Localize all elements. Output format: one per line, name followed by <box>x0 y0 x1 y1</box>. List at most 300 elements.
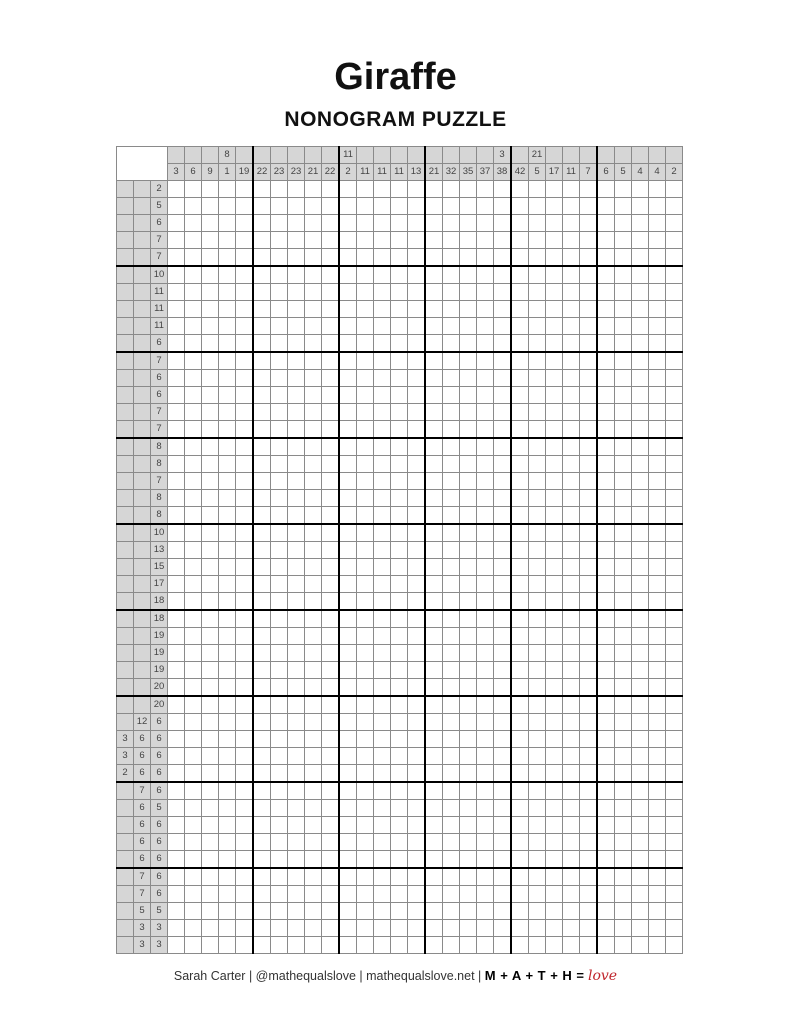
grid-cell[interactable] <box>477 765 494 783</box>
grid-cell[interactable] <box>305 284 322 301</box>
grid-cell[interactable] <box>305 679 322 697</box>
grid-cell[interactable] <box>219 387 236 404</box>
grid-cell[interactable] <box>546 542 563 559</box>
grid-cell[interactable] <box>322 886 340 903</box>
grid-cell[interactable] <box>511 249 529 267</box>
grid-cell[interactable] <box>322 593 340 611</box>
grid-cell[interactable] <box>236 266 254 284</box>
grid-cell[interactable] <box>563 800 580 817</box>
grid-cell[interactable] <box>408 834 426 851</box>
grid-cell[interactable] <box>408 370 426 387</box>
grid-cell[interactable] <box>391 679 408 697</box>
grid-cell[interactable] <box>460 731 477 748</box>
grid-cell[interactable] <box>408 851 426 869</box>
grid-cell[interactable] <box>168 404 185 421</box>
grid-cell[interactable] <box>391 559 408 576</box>
grid-cell[interactable] <box>374 232 391 249</box>
grid-cell[interactable] <box>649 456 666 473</box>
grid-cell[interactable] <box>580 576 598 593</box>
grid-cell[interactable] <box>580 215 598 232</box>
grid-cell[interactable] <box>202 181 219 198</box>
grid-cell[interactable] <box>477 610 494 628</box>
grid-cell[interactable] <box>443 679 460 697</box>
grid-cell[interactable] <box>322 765 340 783</box>
grid-cell[interactable] <box>563 851 580 869</box>
grid-cell[interactable] <box>494 662 512 679</box>
grid-cell[interactable] <box>271 920 288 937</box>
grid-cell[interactable] <box>649 387 666 404</box>
grid-cell[interactable] <box>649 696 666 714</box>
grid-cell[interactable] <box>580 404 598 421</box>
grid-cell[interactable] <box>202 524 219 542</box>
grid-cell[interactable] <box>357 473 374 490</box>
grid-cell[interactable] <box>632 800 649 817</box>
grid-cell[interactable] <box>288 181 305 198</box>
grid-cell[interactable] <box>615 765 632 783</box>
grid-cell[interactable] <box>477 731 494 748</box>
grid-cell[interactable] <box>443 782 460 800</box>
grid-cell[interactable] <box>219 438 236 456</box>
grid-cell[interactable] <box>597 610 615 628</box>
grid-cell[interactable] <box>219 576 236 593</box>
grid-cell[interactable] <box>529 593 546 611</box>
grid-cell[interactable] <box>443 593 460 611</box>
grid-cell[interactable] <box>529 886 546 903</box>
grid-cell[interactable] <box>305 834 322 851</box>
grid-cell[interactable] <box>649 920 666 937</box>
grid-cell[interactable] <box>408 731 426 748</box>
grid-cell[interactable] <box>322 834 340 851</box>
grid-cell[interactable] <box>615 559 632 576</box>
grid-cell[interactable] <box>219 696 236 714</box>
grid-cell[interactable] <box>357 886 374 903</box>
grid-cell[interactable] <box>632 404 649 421</box>
grid-cell[interactable] <box>357 387 374 404</box>
grid-cell[interactable] <box>408 610 426 628</box>
grid-cell[interactable] <box>288 559 305 576</box>
grid-cell[interactable] <box>425 748 443 765</box>
grid-cell[interactable] <box>546 266 563 284</box>
grid-cell[interactable] <box>511 421 529 439</box>
grid-cell[interactable] <box>546 748 563 765</box>
grid-cell[interactable] <box>168 542 185 559</box>
grid-cell[interactable] <box>649 576 666 593</box>
grid-cell[interactable] <box>563 679 580 697</box>
grid-cell[interactable] <box>511 387 529 404</box>
grid-cell[interactable] <box>580 352 598 370</box>
grid-cell[interactable] <box>546 335 563 353</box>
grid-cell[interactable] <box>580 524 598 542</box>
grid-cell[interactable] <box>391 352 408 370</box>
grid-cell[interactable] <box>477 886 494 903</box>
grid-cell[interactable] <box>271 507 288 525</box>
grid-cell[interactable] <box>597 714 615 731</box>
grid-cell[interactable] <box>529 507 546 525</box>
grid-cell[interactable] <box>649 834 666 851</box>
grid-cell[interactable] <box>322 696 340 714</box>
grid-cell[interactable] <box>649 490 666 507</box>
grid-cell[interactable] <box>391 421 408 439</box>
grid-cell[interactable] <box>253 404 271 421</box>
grid-cell[interactable] <box>615 920 632 937</box>
grid-cell[interactable] <box>168 679 185 697</box>
grid-cell[interactable] <box>305 438 322 456</box>
grid-cell[interactable] <box>615 198 632 215</box>
grid-cell[interactable] <box>185 886 202 903</box>
grid-cell[interactable] <box>322 524 340 542</box>
grid-cell[interactable] <box>253 284 271 301</box>
grid-cell[interactable] <box>494 181 512 198</box>
grid-cell[interactable] <box>219 868 236 886</box>
grid-cell[interactable] <box>236 198 254 215</box>
grid-cell[interactable] <box>253 301 271 318</box>
grid-cell[interactable] <box>219 232 236 249</box>
grid-cell[interactable] <box>288 800 305 817</box>
grid-cell[interactable] <box>460 370 477 387</box>
grid-cell[interactable] <box>546 645 563 662</box>
grid-cell[interactable] <box>546 232 563 249</box>
grid-cell[interactable] <box>305 266 322 284</box>
grid-cell[interactable] <box>408 696 426 714</box>
grid-cell[interactable] <box>374 834 391 851</box>
grid-cell[interactable] <box>391 920 408 937</box>
grid-cell[interactable] <box>666 421 683 439</box>
grid-cell[interactable] <box>649 903 666 920</box>
grid-cell[interactable] <box>374 542 391 559</box>
grid-cell[interactable] <box>305 542 322 559</box>
grid-cell[interactable] <box>546 318 563 335</box>
grid-cell[interactable] <box>425 593 443 611</box>
grid-cell[interactable] <box>236 301 254 318</box>
grid-cell[interactable] <box>305 782 322 800</box>
grid-cell[interactable] <box>185 198 202 215</box>
grid-cell[interactable] <box>580 696 598 714</box>
grid-cell[interactable] <box>339 507 357 525</box>
grid-cell[interactable] <box>529 318 546 335</box>
grid-cell[interactable] <box>168 714 185 731</box>
grid-cell[interactable] <box>339 438 357 456</box>
grid-cell[interactable] <box>649 421 666 439</box>
grid-cell[interactable] <box>408 593 426 611</box>
grid-cell[interactable] <box>168 593 185 611</box>
grid-cell[interactable] <box>271 886 288 903</box>
grid-cell[interactable] <box>425 903 443 920</box>
grid-cell[interactable] <box>408 301 426 318</box>
grid-cell[interactable] <box>253 387 271 404</box>
grid-cell[interactable] <box>185 232 202 249</box>
grid-cell[interactable] <box>322 438 340 456</box>
grid-cell[interactable] <box>253 679 271 697</box>
grid-cell[interactable] <box>271 868 288 886</box>
grid-cell[interactable] <box>511 507 529 525</box>
grid-cell[interactable] <box>649 507 666 525</box>
grid-cell[interactable] <box>357 318 374 335</box>
grid-cell[interactable] <box>185 696 202 714</box>
grid-cell[interactable] <box>202 301 219 318</box>
grid-cell[interactable] <box>374 731 391 748</box>
grid-cell[interactable] <box>339 542 357 559</box>
grid-cell[interactable] <box>443 490 460 507</box>
grid-cell[interactable] <box>305 473 322 490</box>
grid-cell[interactable] <box>632 937 649 954</box>
grid-cell[interactable] <box>649 765 666 783</box>
grid-cell[interactable] <box>374 335 391 353</box>
grid-cell[interactable] <box>391 507 408 525</box>
grid-cell[interactable] <box>391 714 408 731</box>
grid-cell[interactable] <box>202 782 219 800</box>
grid-cell[interactable] <box>339 851 357 869</box>
grid-cell[interactable] <box>511 679 529 697</box>
grid-cell[interactable] <box>253 765 271 783</box>
grid-cell[interactable] <box>168 249 185 267</box>
grid-cell[interactable] <box>288 524 305 542</box>
grid-cell[interactable] <box>185 817 202 834</box>
grid-cell[interactable] <box>185 542 202 559</box>
grid-cell[interactable] <box>408 215 426 232</box>
grid-cell[interactable] <box>511 232 529 249</box>
grid-cell[interactable] <box>374 868 391 886</box>
grid-cell[interactable] <box>271 679 288 697</box>
grid-cell[interactable] <box>597 593 615 611</box>
grid-cell[interactable] <box>615 456 632 473</box>
grid-cell[interactable] <box>546 507 563 525</box>
grid-cell[interactable] <box>288 731 305 748</box>
grid-cell[interactable] <box>305 628 322 645</box>
grid-cell[interactable] <box>253 782 271 800</box>
grid-cell[interactable] <box>339 181 357 198</box>
grid-cell[interactable] <box>563 714 580 731</box>
grid-cell[interactable] <box>185 438 202 456</box>
grid-cell[interactable] <box>666 284 683 301</box>
grid-cell[interactable] <box>615 232 632 249</box>
grid-cell[interactable] <box>185 782 202 800</box>
grid-cell[interactable] <box>408 542 426 559</box>
grid-cell[interactable] <box>391 438 408 456</box>
grid-cell[interactable] <box>219 335 236 353</box>
grid-cell[interactable] <box>391 198 408 215</box>
grid-cell[interactable] <box>529 387 546 404</box>
grid-cell[interactable] <box>460 765 477 783</box>
grid-cell[interactable] <box>529 576 546 593</box>
grid-cell[interactable] <box>288 404 305 421</box>
grid-cell[interactable] <box>391 903 408 920</box>
grid-cell[interactable] <box>357 524 374 542</box>
grid-cell[interactable] <box>374 800 391 817</box>
grid-cell[interactable] <box>443 352 460 370</box>
grid-cell[interactable] <box>666 714 683 731</box>
grid-cell[interactable] <box>408 266 426 284</box>
grid-cell[interactable] <box>580 559 598 576</box>
grid-cell[interactable] <box>271 335 288 353</box>
grid-cell[interactable] <box>511 937 529 954</box>
grid-cell[interactable] <box>597 886 615 903</box>
grid-cell[interactable] <box>185 593 202 611</box>
grid-cell[interactable] <box>511 490 529 507</box>
grid-cell[interactable] <box>253 490 271 507</box>
grid-cell[interactable] <box>236 731 254 748</box>
grid-cell[interactable] <box>615 645 632 662</box>
grid-cell[interactable] <box>408 817 426 834</box>
grid-cell[interactable] <box>511 782 529 800</box>
grid-cell[interactable] <box>477 524 494 542</box>
grid-cell[interactable] <box>666 318 683 335</box>
grid-cell[interactable] <box>168 387 185 404</box>
grid-cell[interactable] <box>546 490 563 507</box>
grid-cell[interactable] <box>168 181 185 198</box>
grid-cell[interactable] <box>460 301 477 318</box>
grid-cell[interactable] <box>494 249 512 267</box>
grid-cell[interactable] <box>202 490 219 507</box>
grid-cell[interactable] <box>408 249 426 267</box>
grid-cell[interactable] <box>288 301 305 318</box>
grid-cell[interactable] <box>202 370 219 387</box>
grid-cell[interactable] <box>185 662 202 679</box>
grid-cell[interactable] <box>288 473 305 490</box>
grid-cell[interactable] <box>666 249 683 267</box>
grid-cell[interactable] <box>305 352 322 370</box>
grid-cell[interactable] <box>477 645 494 662</box>
grid-cell[interactable] <box>632 679 649 697</box>
grid-cell[interactable] <box>271 284 288 301</box>
grid-cell[interactable] <box>597 198 615 215</box>
grid-cell[interactable] <box>425 249 443 267</box>
grid-cell[interactable] <box>632 473 649 490</box>
grid-cell[interactable] <box>460 456 477 473</box>
grid-cell[interactable] <box>339 817 357 834</box>
grid-cell[interactable] <box>339 937 357 954</box>
grid-cell[interactable] <box>460 542 477 559</box>
grid-cell[interactable] <box>443 335 460 353</box>
grid-cell[interactable] <box>597 662 615 679</box>
grid-cell[interactable] <box>597 181 615 198</box>
grid-cell[interactable] <box>597 421 615 439</box>
grid-cell[interactable] <box>374 696 391 714</box>
grid-cell[interactable] <box>185 421 202 439</box>
grid-cell[interactable] <box>288 765 305 783</box>
grid-cell[interactable] <box>357 438 374 456</box>
grid-cell[interactable] <box>649 679 666 697</box>
grid-cell[interactable] <box>185 473 202 490</box>
grid-cell[interactable] <box>236 524 254 542</box>
grid-cell[interactable] <box>632 645 649 662</box>
grid-cell[interactable] <box>546 352 563 370</box>
grid-cell[interactable] <box>271 645 288 662</box>
grid-cell[interactable] <box>288 542 305 559</box>
grid-cell[interactable] <box>597 782 615 800</box>
grid-cell[interactable] <box>357 576 374 593</box>
grid-cell[interactable] <box>649 800 666 817</box>
grid-cell[interactable] <box>477 851 494 869</box>
grid-cell[interactable] <box>425 559 443 576</box>
grid-cell[interactable] <box>529 662 546 679</box>
grid-cell[interactable] <box>185 576 202 593</box>
grid-cell[interactable] <box>339 782 357 800</box>
grid-cell[interactable] <box>632 559 649 576</box>
grid-cell[interactable] <box>168 645 185 662</box>
grid-cell[interactable] <box>529 352 546 370</box>
grid-cell[interactable] <box>357 335 374 353</box>
grid-cell[interactable] <box>271 765 288 783</box>
grid-cell[interactable] <box>494 765 512 783</box>
grid-cell[interactable] <box>666 335 683 353</box>
grid-cell[interactable] <box>666 524 683 542</box>
grid-cell[interactable] <box>632 181 649 198</box>
grid-cell[interactable] <box>425 438 443 456</box>
grid-cell[interactable] <box>615 748 632 765</box>
grid-cell[interactable] <box>357 404 374 421</box>
grid-cell[interactable] <box>202 318 219 335</box>
grid-cell[interactable] <box>357 507 374 525</box>
grid-cell[interactable] <box>666 696 683 714</box>
grid-cell[interactable] <box>305 335 322 353</box>
grid-cell[interactable] <box>615 576 632 593</box>
grid-cell[interactable] <box>357 679 374 697</box>
grid-cell[interactable] <box>391 628 408 645</box>
grid-cell[interactable] <box>632 198 649 215</box>
grid-cell[interactable] <box>236 628 254 645</box>
grid-cell[interactable] <box>460 920 477 937</box>
grid-cell[interactable] <box>460 318 477 335</box>
grid-cell[interactable] <box>288 456 305 473</box>
grid-cell[interactable] <box>632 266 649 284</box>
grid-cell[interactable] <box>615 662 632 679</box>
grid-cell[interactable] <box>357 834 374 851</box>
grid-cell[interactable] <box>597 903 615 920</box>
grid-cell[interactable] <box>563 249 580 267</box>
grid-cell[interactable] <box>649 438 666 456</box>
grid-cell[interactable] <box>563 748 580 765</box>
grid-cell[interactable] <box>666 266 683 284</box>
grid-cell[interactable] <box>168 473 185 490</box>
grid-cell[interactable] <box>185 937 202 954</box>
grid-cell[interactable] <box>391 765 408 783</box>
grid-cell[interactable] <box>253 438 271 456</box>
grid-cell[interactable] <box>391 542 408 559</box>
grid-cell[interactable] <box>615 696 632 714</box>
grid-cell[interactable] <box>425 198 443 215</box>
grid-cell[interactable] <box>580 387 598 404</box>
grid-cell[interactable] <box>322 181 340 198</box>
grid-cell[interactable] <box>666 903 683 920</box>
grid-cell[interactable] <box>305 731 322 748</box>
grid-cell[interactable] <box>666 490 683 507</box>
grid-cell[interactable] <box>236 610 254 628</box>
grid-cell[interactable] <box>443 198 460 215</box>
grid-cell[interactable] <box>339 800 357 817</box>
grid-cell[interactable] <box>649 473 666 490</box>
grid-cell[interactable] <box>288 490 305 507</box>
grid-cell[interactable] <box>271 352 288 370</box>
grid-cell[interactable] <box>563 937 580 954</box>
grid-cell[interactable] <box>236 404 254 421</box>
grid-cell[interactable] <box>202 593 219 611</box>
grid-cell[interactable] <box>580 198 598 215</box>
grid-cell[interactable] <box>666 610 683 628</box>
grid-cell[interactable] <box>494 696 512 714</box>
grid-cell[interactable] <box>391 937 408 954</box>
grid-cell[interactable] <box>666 868 683 886</box>
grid-cell[interactable] <box>253 507 271 525</box>
grid-cell[interactable] <box>219 714 236 731</box>
grid-cell[interactable] <box>546 679 563 697</box>
grid-cell[interactable] <box>666 817 683 834</box>
grid-cell[interactable] <box>322 920 340 937</box>
grid-cell[interactable] <box>460 851 477 869</box>
grid-cell[interactable] <box>219 679 236 697</box>
grid-cell[interactable] <box>443 249 460 267</box>
grid-cell[interactable] <box>615 679 632 697</box>
grid-cell[interactable] <box>253 903 271 920</box>
